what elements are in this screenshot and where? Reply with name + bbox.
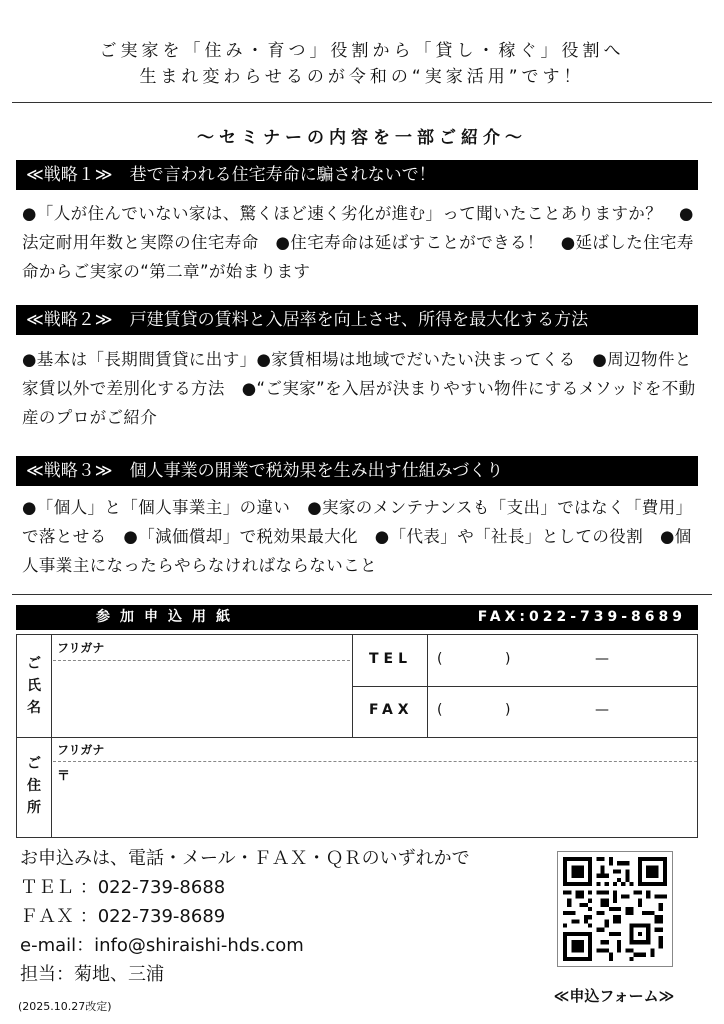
address-furigana-label: フリガナ (57, 743, 105, 757)
qr-caption: ≪申込フォーム≫ (553, 987, 675, 1005)
tel-input[interactable] (429, 636, 695, 685)
contact-staff: 担当：菊地、三浦 (20, 964, 164, 985)
strategy-2-heading: ≪戦略２≫ 戸建賃貸の賃料と入居率を向上させ、所得を最大化する方法 (16, 305, 698, 335)
contact-fax: ＦＡＸ ：022-739-8689 (20, 906, 226, 927)
qr-code-icon (563, 857, 667, 961)
contact-intro: お申込みは、電話・メール・ＦＡＸ・ＱＲのいずれかで (20, 848, 470, 869)
fax-paren-close: ) (505, 702, 511, 718)
intro-line-1: ご実家を「住み・育つ」役割から「貸し・稼ぐ」役割へ (99, 41, 625, 61)
form-divider (51, 635, 52, 837)
name-label-text: ご氏名 (27, 656, 41, 716)
strategy-1-heading: ≪戦略１≫ 巷で言われる住宅寿命に騙されないで！ (16, 160, 698, 190)
strategy-1-body: ●「人が住んでいない家は、驚くほど速く劣化が進む」って聞いたことありますか？ ●法定耐用年数と実際の住宅寿命 ●住宅寿命は延ばすことができる！ ●延ばした住宅寿命からご実家の“第二章”が始まります (22, 204, 694, 281)
fax-dash: — (595, 702, 609, 718)
name-label (17, 653, 51, 719)
name-input[interactable] (53, 662, 350, 736)
address-input[interactable] (53, 763, 697, 836)
divider (12, 102, 712, 103)
form-title: 参加申込用紙 (96, 609, 240, 625)
seminar-title: ～セミナーの内容を一部ご紹介～ (197, 128, 527, 148)
name-furigana-input[interactable] (117, 637, 350, 659)
fax-label: FAX (369, 702, 414, 718)
revision-date: (2025.10.27改定) (18, 1000, 112, 1013)
intro-text (0, 38, 724, 90)
address-label (17, 753, 51, 819)
form-divider (352, 686, 697, 687)
furigana-divider (53, 660, 350, 661)
contact-info (20, 844, 470, 989)
strategy-3-heading: ≪戦略３≫ 個人事業の開業で税効果を生み出す仕組みづくり (16, 456, 698, 486)
form-fax-number: FAX:022-739-8689 (477, 609, 686, 625)
tel-paren-open: ( (437, 651, 443, 667)
tel-label: TEL (369, 651, 413, 667)
name-furigana-label: フリガナ (57, 641, 105, 655)
intro-line-2: 生まれ変わらせるのが令和の“実家活用”です！ (139, 67, 585, 87)
qr-code[interactable] (557, 851, 673, 967)
tel-dash: — (595, 651, 609, 667)
tel-paren-close: ) (505, 651, 511, 667)
strategy-2-body: ●基本は「長期間賃貸に出す」●家賃相場は地域でだいたい決まってくる ●周辺物件と家賃以外で差別化する方法 ●“ご実家”を入居が決まりやすい物件にするメソッドを不動産のプロがご紹介 (22, 350, 696, 427)
furigana-divider (53, 761, 697, 762)
divider (12, 594, 712, 595)
strategy-3-body: ●「個人」と「個人事業主」の違い ●実家のメンテナンスも「支出」ではなく「費用」で落とせる ●「減価償却」で税効果最大化 ●「代表」や「社長」としての役割 ●個人事業主になったらやらなければならないこと (22, 498, 693, 575)
address-label-text: ご住所 (27, 756, 41, 816)
form-header (16, 605, 698, 630)
fax-paren-open: ( (437, 702, 443, 718)
contact-tel[interactable]: ＴＥＬ ：022-739-8688 (20, 877, 226, 898)
form-divider (17, 737, 697, 738)
postal-mark: 〒 (57, 769, 71, 784)
fax-input[interactable] (429, 688, 695, 736)
contact-email[interactable]: e-mail：info@shiraishi-hds.com (20, 935, 304, 956)
application-form (16, 634, 698, 838)
